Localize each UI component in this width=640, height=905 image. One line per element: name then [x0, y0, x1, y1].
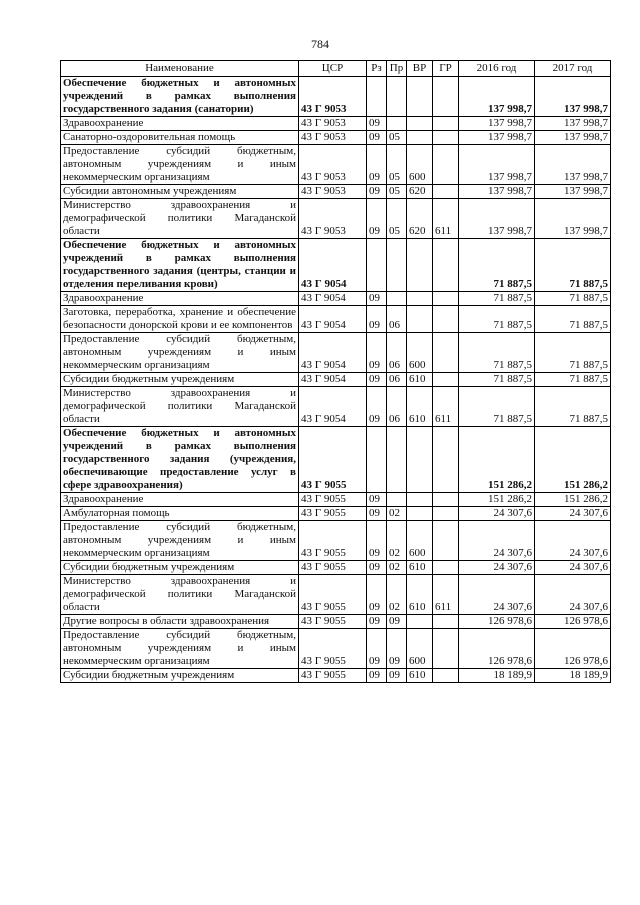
row-gr: 611	[433, 387, 459, 427]
row-value-2017: 126 978,6	[535, 629, 611, 669]
row-rz: 09	[367, 373, 387, 387]
row-pr	[387, 77, 407, 117]
row-value-2016: 151 286,2	[459, 427, 535, 493]
table-header-row	[61, 61, 611, 77]
table-row	[61, 77, 611, 117]
row-gr	[433, 615, 459, 629]
row-csr: 43 Г 9054	[299, 306, 367, 333]
row-value-2017: 137 998,7	[535, 131, 611, 145]
row-vr: 610	[407, 387, 433, 427]
row-value-2017: 137 998,7	[535, 145, 611, 185]
row-csr: 43 Г 9054	[299, 239, 367, 292]
row-name: Санаторно-оздоровительная помощь	[61, 131, 299, 145]
row-rz: 09	[367, 292, 387, 306]
header-2017: 2017 год	[535, 61, 611, 77]
row-vr	[407, 131, 433, 145]
row-rz	[367, 77, 387, 117]
row-csr: 43 Г 9055	[299, 629, 367, 669]
row-pr: 02	[387, 575, 407, 615]
row-pr: 06	[387, 387, 407, 427]
row-vr	[407, 77, 433, 117]
row-vr: 610	[407, 669, 433, 683]
table-row	[61, 427, 611, 493]
row-csr: 43 Г 9053	[299, 117, 367, 131]
row-rz: 09	[367, 575, 387, 615]
row-rz: 09	[367, 561, 387, 575]
row-pr	[387, 493, 407, 507]
row-name: Министерство здравоохранения и демографической политики Магаданской области	[61, 199, 299, 239]
row-pr: 06	[387, 306, 407, 333]
header-gr: ГР	[433, 61, 459, 77]
table-row	[61, 629, 611, 669]
row-value-2017: 137 998,7	[535, 77, 611, 117]
header-csr: ЦСР	[299, 61, 367, 77]
row-value-2017: 151 286,2	[535, 493, 611, 507]
row-gr	[433, 117, 459, 131]
row-value-2016: 137 998,7	[459, 117, 535, 131]
table-row	[61, 292, 611, 306]
row-value-2016: 137 998,7	[459, 77, 535, 117]
table-row	[61, 387, 611, 427]
table-row	[61, 507, 611, 521]
row-pr: 05	[387, 145, 407, 185]
table-row	[61, 185, 611, 199]
row-rz	[367, 239, 387, 292]
row-name: Предоставление субсидий бюджетным, автономным учреждениям и иным некоммерческим организациям	[61, 145, 299, 185]
row-name: Другие вопросы в области здравоохранения	[61, 615, 299, 629]
row-rz: 09	[367, 521, 387, 561]
row-pr	[387, 239, 407, 292]
row-vr	[407, 507, 433, 521]
row-value-2017: 71 887,5	[535, 292, 611, 306]
row-value-2016: 71 887,5	[459, 239, 535, 292]
row-value-2016: 71 887,5	[459, 306, 535, 333]
row-gr	[433, 239, 459, 292]
row-value-2016: 24 307,6	[459, 507, 535, 521]
row-gr	[433, 629, 459, 669]
row-name: Обеспечение бюджетных и автономных учреждений в рамках выполнения государственного задания (учреждения, обеспечивающие предоставление услуг в сфере здравоохранения)	[61, 427, 299, 493]
row-csr: 43 Г 9054	[299, 387, 367, 427]
table-row	[61, 493, 611, 507]
row-rz: 09	[367, 306, 387, 333]
row-csr: 43 Г 9055	[299, 493, 367, 507]
row-gr	[433, 427, 459, 493]
row-name: Субсидии бюджетным учреждениям	[61, 373, 299, 387]
row-pr: 06	[387, 373, 407, 387]
table-row	[61, 131, 611, 145]
row-gr	[433, 333, 459, 373]
row-gr	[433, 507, 459, 521]
row-value-2017: 18 189,9	[535, 669, 611, 683]
row-csr: 43 Г 9055	[299, 521, 367, 561]
row-gr	[433, 145, 459, 185]
row-name: Здравоохранение	[61, 493, 299, 507]
table-row	[61, 239, 611, 292]
row-gr	[433, 521, 459, 561]
row-vr	[407, 306, 433, 333]
row-value-2016: 71 887,5	[459, 292, 535, 306]
header-vr: ВР	[407, 61, 433, 77]
row-value-2017: 71 887,5	[535, 306, 611, 333]
row-gr	[433, 77, 459, 117]
row-value-2017: 71 887,5	[535, 373, 611, 387]
row-name: Обеспечение бюджетных и автономных учреждений в рамках выполнения государственного задания (санатории)	[61, 77, 299, 117]
row-csr: 43 Г 9053	[299, 199, 367, 239]
row-vr	[407, 239, 433, 292]
table-row	[61, 373, 611, 387]
row-gr	[433, 292, 459, 306]
table-row	[61, 333, 611, 373]
row-gr	[433, 185, 459, 199]
row-pr	[387, 292, 407, 306]
row-pr: 05	[387, 199, 407, 239]
row-pr: 06	[387, 333, 407, 373]
row-pr: 05	[387, 185, 407, 199]
row-gr	[433, 493, 459, 507]
row-value-2017: 24 307,6	[535, 561, 611, 575]
row-pr: 02	[387, 521, 407, 561]
page-number: 784	[311, 37, 329, 51]
row-vr	[407, 292, 433, 306]
row-csr: 43 Г 9054	[299, 373, 367, 387]
row-name: Министерство здравоохранения и демографической политики Магаданской области	[61, 575, 299, 615]
row-vr: 620	[407, 185, 433, 199]
row-value-2016: 126 978,6	[459, 629, 535, 669]
row-pr	[387, 427, 407, 493]
table-row	[61, 561, 611, 575]
row-value-2016: 24 307,6	[459, 521, 535, 561]
row-rz: 09	[367, 669, 387, 683]
row-name: Субсидии бюджетным учреждениям	[61, 561, 299, 575]
row-pr: 05	[387, 131, 407, 145]
row-value-2016: 137 998,7	[459, 185, 535, 199]
row-csr: 43 Г 9055	[299, 575, 367, 615]
row-value-2016: 18 189,9	[459, 669, 535, 683]
row-name: Субсидии бюджетным учреждениям	[61, 669, 299, 683]
row-value-2017: 126 978,6	[535, 615, 611, 629]
row-name: Заготовка, переработка, хранение и обеспечение безопасности донорской крови и ее компонентов	[61, 306, 299, 333]
row-vr	[407, 427, 433, 493]
row-gr	[433, 373, 459, 387]
row-gr	[433, 561, 459, 575]
header-name: Наименование	[61, 61, 299, 77]
header-2016: 2016 год	[459, 61, 535, 77]
row-rz: 09	[367, 629, 387, 669]
row-csr: 43 Г 9055	[299, 507, 367, 521]
row-rz: 09	[367, 493, 387, 507]
row-pr	[387, 117, 407, 131]
row-csr: 43 Г 9055	[299, 561, 367, 575]
table-row	[61, 521, 611, 561]
row-value-2017: 24 307,6	[535, 575, 611, 615]
row-csr: 43 Г 9055	[299, 669, 367, 683]
row-vr: 610	[407, 373, 433, 387]
row-name: Предоставление субсидий бюджетным, автономным учреждениям и иным некоммерческим организациям	[61, 629, 299, 669]
row-name: Предоставление субсидий бюджетным, автономным учреждениям и иным некоммерческим организациям	[61, 333, 299, 373]
row-csr: 43 Г 9055	[299, 427, 367, 493]
row-value-2016: 126 978,6	[459, 615, 535, 629]
row-name: Амбулаторная помощь	[61, 507, 299, 521]
row-vr: 620	[407, 199, 433, 239]
row-csr: 43 Г 9054	[299, 333, 367, 373]
row-pr: 09	[387, 629, 407, 669]
row-csr: 43 Г 9053	[299, 77, 367, 117]
row-rz	[367, 427, 387, 493]
table-row	[61, 145, 611, 185]
row-value-2016: 24 307,6	[459, 575, 535, 615]
row-gr: 611	[433, 575, 459, 615]
row-csr: 43 Г 9053	[299, 185, 367, 199]
row-gr	[433, 669, 459, 683]
row-vr: 600	[407, 629, 433, 669]
row-rz: 09	[367, 199, 387, 239]
row-rz: 09	[367, 185, 387, 199]
row-value-2016: 24 307,6	[459, 561, 535, 575]
table-row	[61, 575, 611, 615]
row-value-2017: 71 887,5	[535, 387, 611, 427]
row-name: Обеспечение бюджетных и автономных учреждений в рамках выполнения государственного задания (центры, станции и отделения переливания крови)	[61, 239, 299, 292]
row-gr	[433, 306, 459, 333]
row-vr: 610	[407, 561, 433, 575]
row-name: Министерство здравоохранения и демографической политики Магаданской области	[61, 387, 299, 427]
row-vr	[407, 117, 433, 131]
row-rz: 09	[367, 333, 387, 373]
header-rz: Рз	[367, 61, 387, 77]
table-row	[61, 669, 611, 683]
table-row	[61, 199, 611, 239]
row-rz: 09	[367, 145, 387, 185]
row-value-2016: 71 887,5	[459, 387, 535, 427]
row-csr: 43 Г 9054	[299, 292, 367, 306]
row-value-2017: 24 307,6	[535, 521, 611, 561]
row-pr: 02	[387, 561, 407, 575]
table-row	[61, 306, 611, 333]
row-rz: 09	[367, 387, 387, 427]
row-vr: 600	[407, 521, 433, 561]
row-pr: 09	[387, 615, 407, 629]
row-value-2017: 137 998,7	[535, 117, 611, 131]
row-csr: 43 Г 9055	[299, 615, 367, 629]
row-csr: 43 Г 9053	[299, 145, 367, 185]
row-vr	[407, 615, 433, 629]
row-value-2016: 137 998,7	[459, 145, 535, 185]
row-rz: 09	[367, 131, 387, 145]
row-vr: 610	[407, 575, 433, 615]
row-name: Здравоохранение	[61, 117, 299, 131]
row-value-2016: 151 286,2	[459, 493, 535, 507]
row-value-2017: 71 887,5	[535, 333, 611, 373]
row-vr	[407, 493, 433, 507]
row-pr: 02	[387, 507, 407, 521]
row-value-2017: 151 286,2	[535, 427, 611, 493]
row-value-2016: 137 998,7	[459, 199, 535, 239]
row-value-2016: 71 887,5	[459, 373, 535, 387]
row-csr: 43 Г 9053	[299, 131, 367, 145]
row-rz: 09	[367, 507, 387, 521]
row-vr: 600	[407, 333, 433, 373]
row-pr: 09	[387, 669, 407, 683]
row-vr: 600	[407, 145, 433, 185]
row-value-2016: 137 998,7	[459, 131, 535, 145]
row-value-2017: 137 998,7	[535, 199, 611, 239]
row-value-2017: 24 307,6	[535, 507, 611, 521]
row-name: Предоставление субсидий бюджетным, автономным учреждениям и иным некоммерческим организациям	[61, 521, 299, 561]
table-row	[61, 615, 611, 629]
row-value-2016: 71 887,5	[459, 333, 535, 373]
budget-table	[60, 60, 611, 683]
row-name: Здравоохранение	[61, 292, 299, 306]
row-value-2017: 71 887,5	[535, 239, 611, 292]
row-gr: 611	[433, 199, 459, 239]
row-rz: 09	[367, 117, 387, 131]
row-gr	[433, 131, 459, 145]
row-rz: 09	[367, 615, 387, 629]
table-row	[61, 117, 611, 131]
row-name: Субсидии автономным учреждениям	[61, 185, 299, 199]
header-pr: Пр	[387, 61, 407, 77]
row-value-2017: 137 998,7	[535, 185, 611, 199]
